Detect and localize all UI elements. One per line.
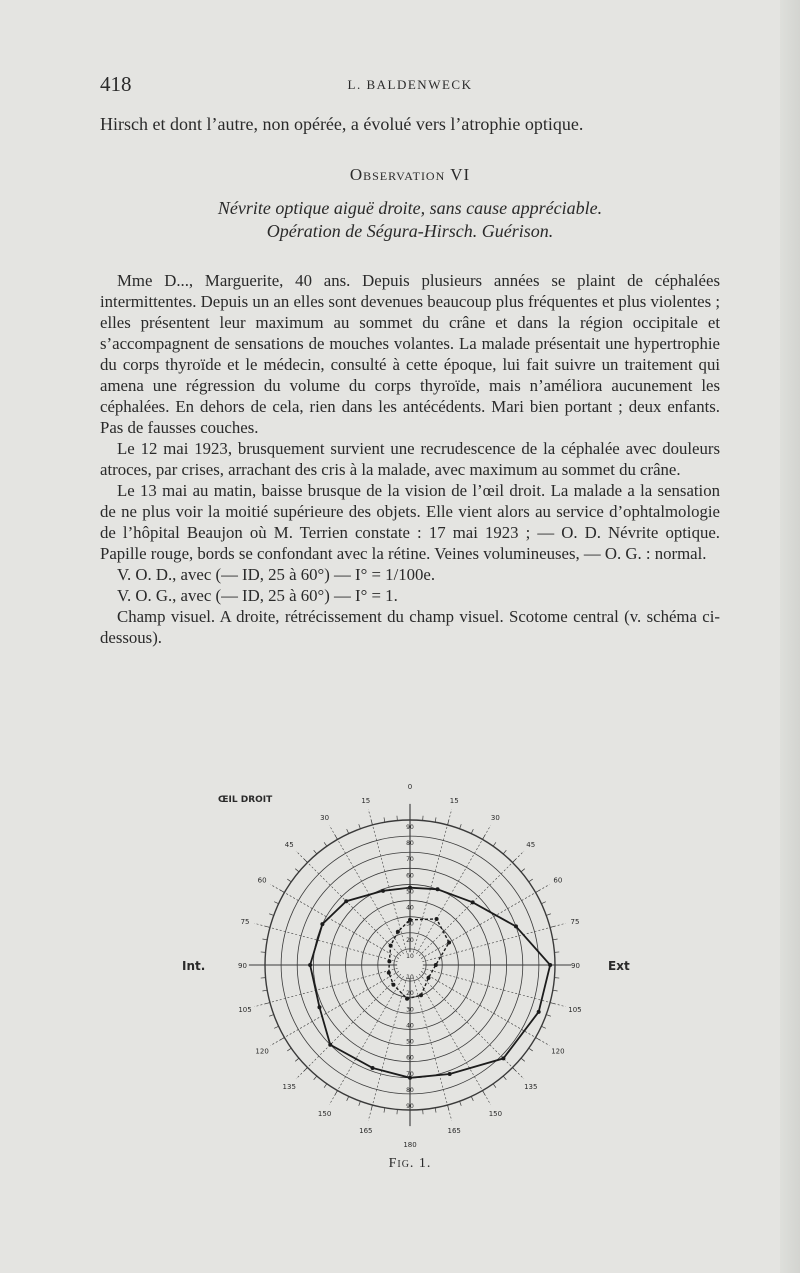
field-boundary-point (436, 887, 440, 891)
tick-mark (347, 829, 349, 833)
tick-mark (280, 890, 284, 892)
meridian-label: 75 (570, 917, 580, 926)
tick-mark (448, 1105, 449, 1110)
tick-mark (262, 939, 267, 940)
meridian-label: 180 (403, 1140, 417, 1149)
field-boundary-point (501, 1056, 505, 1060)
scale-label-upper: 10 (406, 952, 414, 960)
paragraph-visual-field: Champ visuel. A droite, rétrécissement du champ visuel. Scotome central (v. schéma ci-dessous). (100, 607, 720, 647)
tick-mark (536, 890, 540, 892)
scale-label-lower: 70 (406, 1070, 414, 1078)
meridian-line (296, 851, 401, 956)
scale-label-lower: 10 (406, 974, 414, 982)
meridian-line (254, 923, 397, 961)
paragraph-exam: Le 13 mai au matin, baisse brusque de la vision de l’œil droit. La malade a la sensation de ne plus voir la moitié supérieure des objets. Elle vient alors au service d’ophtalmologie de l’hôpital Beaujon où M. Terrien constate : 17 mai 1923 ; — O. D. Névrite optique. Papille rouge, bords se confondant avec la rétine. Veines volumineuses, — O. G. : normal. (100, 481, 720, 563)
tick-mark (274, 902, 278, 904)
meridian-label: 30 (320, 814, 330, 823)
meridian-line (368, 809, 406, 952)
tick-mark (274, 1026, 278, 1028)
acuity-left: V. O. G., avec (— ID, 25 à 60°) — I° = 1. (117, 586, 398, 605)
tick-mark (359, 1101, 361, 1106)
visual-field-diagram (180, 770, 640, 1170)
meridian-label: 90 (571, 962, 580, 970)
scotoma-point (435, 917, 439, 921)
tick-mark (384, 817, 385, 822)
tick-mark (521, 1058, 525, 1061)
meridian-label: 105 (238, 1006, 252, 1015)
meridian-line (419, 974, 524, 1079)
scale-label-upper: 40 (406, 904, 414, 912)
tick-mark (550, 926, 555, 927)
figure-caption: Fig. 1. (388, 1156, 432, 1171)
meridian-line (270, 971, 398, 1045)
meridian-label: 150 (488, 1109, 503, 1118)
tick-mark (550, 1003, 555, 1004)
scale-label-lower: 90 (406, 1103, 414, 1110)
tick-mark (347, 1096, 349, 1100)
scale-label-lower: 40 (406, 1022, 414, 1030)
tick-mark (371, 1105, 372, 1110)
internal-side-label: Int. (182, 959, 206, 973)
perimetry-chart (180, 770, 640, 1170)
scotoma-point (405, 997, 409, 1001)
scale-label-lower: 50 (406, 1038, 414, 1046)
page-number: 418 (100, 72, 132, 96)
field-boundary-point (328, 1043, 332, 1047)
tick-mark (269, 914, 274, 916)
tick-mark (435, 1108, 436, 1113)
scale-label-upper: 80 (406, 840, 414, 848)
tick-mark (287, 879, 291, 882)
scotoma-point (434, 963, 438, 967)
field-boundary-point (371, 1066, 375, 1070)
meridian-label: 135 (524, 1082, 538, 1091)
scale-label-upper: 90 (406, 824, 414, 831)
paragraph-onset: Le 12 mai 1923, brusquement survient une recrudescence de la céphalée avec douleurs atroces, par crises, arrachant des cris à la malade, avec maximum au sommet du crâne. (100, 439, 720, 479)
meridian-line (254, 968, 397, 1006)
scotoma-point (391, 983, 395, 987)
paragraph-history: Mme D..., Marguerite, 40 ans. Depuis plusieurs années se plaint de céphalées intermittentes. Depuis un an elles sont devenues beaucoup plus fréquentes et plus violentes ; elles présentent leur maximum au sommet du crâne et dans la région occipitale et s’accompagnent de sensations de mouches volantes. La malade présentait une hypertrophie du corps thyroïde et le médecin, consulté à cette époque, lui fait suivre un traitement qui amena une régression du volume du corps thyroïde, mais n’améliora aucunement les céphalées. En dehors de cela, rien dans les antécédents. Mari bien portant ; deux enfants. Pas de fausses couches. (100, 271, 720, 437)
tick-mark (471, 829, 473, 833)
tick-mark (513, 859, 516, 862)
running-head-author: L. BALDENWECK (347, 77, 473, 92)
body-text (100, 114, 720, 648)
meridian-line (421, 884, 549, 958)
field-boundary-point (317, 1005, 321, 1009)
observation-heading: Observation VI (349, 165, 471, 184)
tick-mark (269, 1015, 274, 1017)
scale-label-upper: 60 (406, 872, 414, 880)
scotoma-point (447, 940, 451, 944)
tick-mark (536, 1038, 540, 1040)
field-boundary-point (344, 899, 348, 903)
tick-mark (513, 1068, 516, 1071)
meridian-label: 0 (407, 783, 413, 792)
observation-title-line2: Opération de Ségura-Hirsch. Guérison. (266, 221, 554, 241)
tick-mark (553, 990, 558, 991)
meridian-label: 165 (447, 1126, 461, 1135)
meridian-label: 45 (284, 841, 294, 850)
meridian-line (368, 977, 406, 1120)
tick-mark (483, 835, 485, 839)
field-boundary-point (320, 922, 324, 926)
tick-mark (335, 1091, 337, 1095)
acuity-right: V. O. D., avec (— ID, 25 à 60°) — I° = 1/100e. (117, 565, 436, 584)
tick-mark (359, 824, 361, 829)
tick-mark (503, 850, 506, 854)
scale-label-upper: 70 (406, 856, 414, 864)
meridian-label: 15 (449, 797, 459, 806)
scotoma-point (419, 993, 423, 997)
tick-mark (262, 990, 267, 991)
meridian-label: 30 (490, 814, 500, 823)
tick-mark (493, 1084, 496, 1088)
tick-mark (448, 820, 449, 825)
tick-mark (435, 817, 436, 822)
field-boundary-point (514, 924, 518, 928)
field-boundary-point (308, 963, 312, 967)
tick-mark (287, 1048, 291, 1051)
meridian-line (413, 809, 451, 952)
meridian-line (296, 974, 401, 1079)
meridian-label: 90 (238, 962, 247, 970)
tick-mark (529, 1048, 533, 1051)
running-head (100, 72, 720, 100)
tick-mark (314, 1076, 317, 1080)
meridian-label: 15 (361, 797, 371, 806)
meridian-line (416, 825, 490, 953)
field-boundary-point (471, 900, 475, 904)
scotoma-point (387, 959, 391, 963)
scale-label-upper: 30 (406, 920, 414, 928)
continuation-paragraph: Hirsch et dont l’autre, non opérée, a évolué vers l’atrophie optique. (100, 114, 584, 134)
external-side-label: Ext (608, 959, 630, 973)
meridian-line (416, 976, 490, 1104)
eye-label: ŒIL DROIT (218, 795, 273, 805)
tick-mark (314, 850, 317, 854)
scotoma-point (389, 944, 393, 948)
scale-label-lower: 80 (406, 1086, 414, 1094)
field-boundary-point (548, 963, 552, 967)
observation-title-line1: Névrite optique aiguë droite, sans cause appréciable. (217, 198, 603, 218)
field-boundary-point (448, 1072, 452, 1076)
meridian-line (270, 884, 398, 958)
tick-mark (335, 835, 337, 839)
tick-mark (460, 1101, 462, 1106)
meridian-label: 60 (553, 876, 563, 885)
meridian-label: 105 (568, 1006, 582, 1015)
meridian-label: 120 (551, 1047, 565, 1056)
field-boundary-point (381, 889, 385, 893)
tick-mark (460, 824, 462, 829)
tick-mark (546, 1015, 551, 1017)
tick-mark (521, 869, 525, 872)
tick-mark (541, 902, 545, 904)
meridian-label: 135 (282, 1082, 296, 1091)
tick-mark (304, 1068, 307, 1071)
tick-mark (295, 869, 299, 872)
meridian-label: 45 (526, 841, 536, 850)
meridian-line (422, 923, 565, 961)
tick-mark (371, 820, 372, 825)
meridian-label: 165 (359, 1126, 373, 1135)
tick-mark (265, 1003, 270, 1004)
meridian-label: 150 (317, 1109, 332, 1118)
meridian-line (413, 977, 451, 1120)
observation-body (100, 270, 720, 648)
tick-mark (493, 842, 496, 846)
scale-label-lower: 20 (406, 990, 414, 998)
tick-mark (280, 1038, 284, 1040)
tick-mark (483, 1091, 485, 1095)
tick-mark (324, 842, 327, 846)
tick-mark (384, 1108, 385, 1113)
meridian-line (329, 976, 403, 1104)
meridian-label: 120 (255, 1047, 269, 1056)
page-edge (780, 0, 800, 1273)
meridian-line (421, 971, 549, 1045)
scotoma-point (396, 930, 400, 934)
scale-label-lower: 30 (406, 1006, 414, 1014)
meridian-label: 75 (240, 917, 250, 926)
tick-mark (529, 879, 533, 882)
meridian-label: 60 (257, 876, 267, 885)
scale-label-lower: 60 (406, 1054, 414, 1062)
scotoma-point (426, 976, 430, 980)
scotoma-point (387, 971, 391, 975)
tick-mark (546, 914, 551, 916)
tick-mark (304, 859, 307, 862)
tick-mark (503, 1076, 506, 1080)
tick-mark (471, 1096, 473, 1100)
tick-mark (295, 1058, 299, 1061)
tick-mark (553, 939, 558, 940)
field-boundary-point (537, 1010, 541, 1014)
scale-label-upper: 20 (406, 936, 414, 944)
scale-label-upper: 50 (406, 888, 414, 896)
tick-mark (324, 1084, 327, 1088)
tick-mark (265, 926, 270, 927)
tick-mark (541, 1026, 545, 1028)
